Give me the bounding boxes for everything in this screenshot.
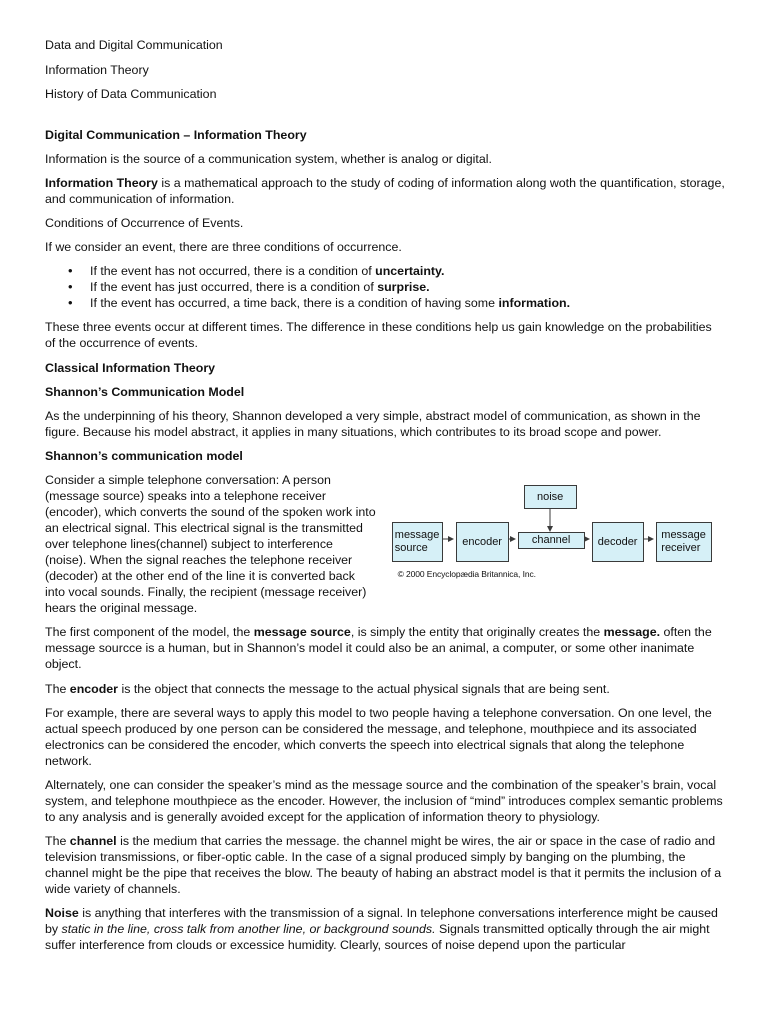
bullet-text: If the event has just occurred, there is a condition of — [90, 280, 378, 295]
encoder-label: encoder — [462, 535, 502, 548]
noise-label: noise — [536, 490, 564, 503]
paragraph-text: is the object that connects the message to the actual physical signals that are being sent. — [118, 681, 610, 696]
noise-box — [524, 485, 577, 509]
paragraph: Information is the source of a communication system, whether is analog or digital. — [45, 151, 492, 166]
paragraph — [45, 175, 725, 207]
message-receiver-line-2: receiver — [661, 542, 701, 555]
paragraph-text: is a mathematical approach to the study of coding of information along woth the quantification, storage, and communication of information. — [45, 175, 725, 206]
paragraph — [45, 905, 725, 953]
section-title: Digital Communication – Information Theory — [45, 127, 307, 142]
paragraph-text: often the message sourcce is a human, but in Shannon’s model it could also be an animal, a computer, or some other inanimate object. — [45, 625, 712, 672]
section-title: Classical Information Theory — [45, 360, 216, 375]
paragraph: These three events occur at different times. The difference in these conditions help us gain knowledge on the probabilities of the occurrence of events. — [45, 320, 712, 351]
channel-box — [518, 532, 585, 549]
spacer — [45, 111, 725, 127]
paragraph — [45, 624, 725, 672]
paragraph-text: The first component of the model, the — [45, 625, 254, 640]
bold-term: channel — [69, 834, 117, 849]
message-receiver-line-1: message — [661, 529, 706, 542]
paragraph — [45, 833, 725, 897]
encoder-box — [456, 522, 509, 562]
paragraph-text: is the medium that carries the message. the channel might be wires, the air or space in the case of radio and television transmissions, or fiber-optic cable. In the case of a signal produced simply by banging on the plumbing, the channel might be the pipe that receives the blow. The beauty of habing an abstract model is that it permits the inclusion of a wide variety of channels. — [45, 834, 722, 897]
bullet-bold: uncertainty. — [375, 264, 445, 279]
section-subtitle: Shannon’s Communication Model — [45, 384, 245, 399]
paragraph-text: The — [45, 834, 70, 849]
paragraph: As the underpinning of his theory, Shannon developed a very simple, abstract model of communication, as shown in the figure. Because his model abstract, it applies in many situations, which contributes to its broad scope and power. — [45, 409, 701, 439]
paragraph: If we consider an event, there are three conditions of occurrence. — [45, 240, 402, 255]
bullet-item — [90, 279, 725, 295]
paragraph: For example, there are several ways to apply this model to two people having a telephone conversation. On one level, the actual speech produced by one person can be considered the message, and telephone, mouthpiece and its associated electronics can be considered the encoder, which converts the speech into electrical signals that along the telephone network. — [45, 705, 712, 768]
message-receiver-box — [656, 522, 712, 562]
bullet-item — [90, 295, 725, 311]
paragraph — [45, 681, 725, 697]
header-line-2: Information Theory — [45, 62, 149, 77]
paragraph-text: Signals transmitted optically through the air might suffer interference from clouds or excessice humidity. Clearly, sources of noise depend upon the particular — [45, 922, 710, 953]
bold-term: message source — [253, 625, 351, 640]
decoder-box — [592, 522, 644, 562]
bold-term: message. — [603, 625, 661, 640]
model-section — [45, 472, 725, 616]
bold-term: encoder — [69, 681, 118, 696]
message-source-label — [395, 529, 440, 555]
bullet-list — [45, 263, 725, 311]
paragraph-text: The — [45, 681, 70, 696]
figure-copyright: © 2000 Encyclopædia Britannica, Inc. — [397, 569, 536, 580]
message-receiver-label — [661, 529, 706, 555]
paragraph-text: is anything that interferes with the transmission of a signal. In telephone conversations interference might be caused by — [45, 906, 718, 937]
message-source-box — [392, 522, 443, 562]
model-description: Consider a simple telephone conversation: A person (message source) speaks into a telephone receiver (encoder), which converts the sound of the spoken work into an electrical signal. This electrical signal is the transmitted over telephone lines(channel) subject to interference (noise). When the signal reaches the telephone receiver (decoder) at the other end of the line it is converted back into vocal sounds. Finally, the recipient (message receiver) hears the original message. — [45, 473, 376, 616]
bullet-bold: information. — [498, 296, 571, 311]
header-line-1: Data and Digital Communication — [45, 38, 223, 52]
bullet-text: If the event has not occurred, there is a condition of — [90, 264, 376, 279]
channel-label: channel — [531, 534, 571, 547]
message-source-line-2: source — [394, 542, 428, 555]
message-source-line-1: message — [394, 529, 440, 542]
shannon-model-figure — [390, 476, 725, 584]
bullet-text: If the event has occurred, a time back, there is a condition of having some — [90, 296, 499, 311]
decoder-label: decoder — [597, 535, 638, 548]
bullet-bold: surprise. — [377, 280, 430, 295]
header-line-3: History of Data Communication — [45, 87, 217, 101]
bold-term: Noise — [45, 906, 79, 921]
document-page — [45, 37, 725, 962]
model-title: Shannon’s communication model — [45, 449, 243, 464]
italic-text: static in the line, cross talk from another line, or background sounds. — [61, 922, 436, 937]
bold-term: Information Theory — [45, 175, 158, 190]
paragraph: Alternately, one can consider the speaker’s mind as the message source and the combination of the speaker’s brain, vocal system, and telephone mouthpiece as the encoder. However, the inclusion of “mind” introduces complex semantic problems to any analysis and is generally avoided except for the application of information theory to physiology. — [45, 777, 723, 824]
bullet-item — [90, 263, 725, 279]
paragraph-text: , is simply the entity that originally creates the — [350, 625, 604, 640]
paragraph: Conditions of Occurrence of Events. — [45, 216, 244, 231]
